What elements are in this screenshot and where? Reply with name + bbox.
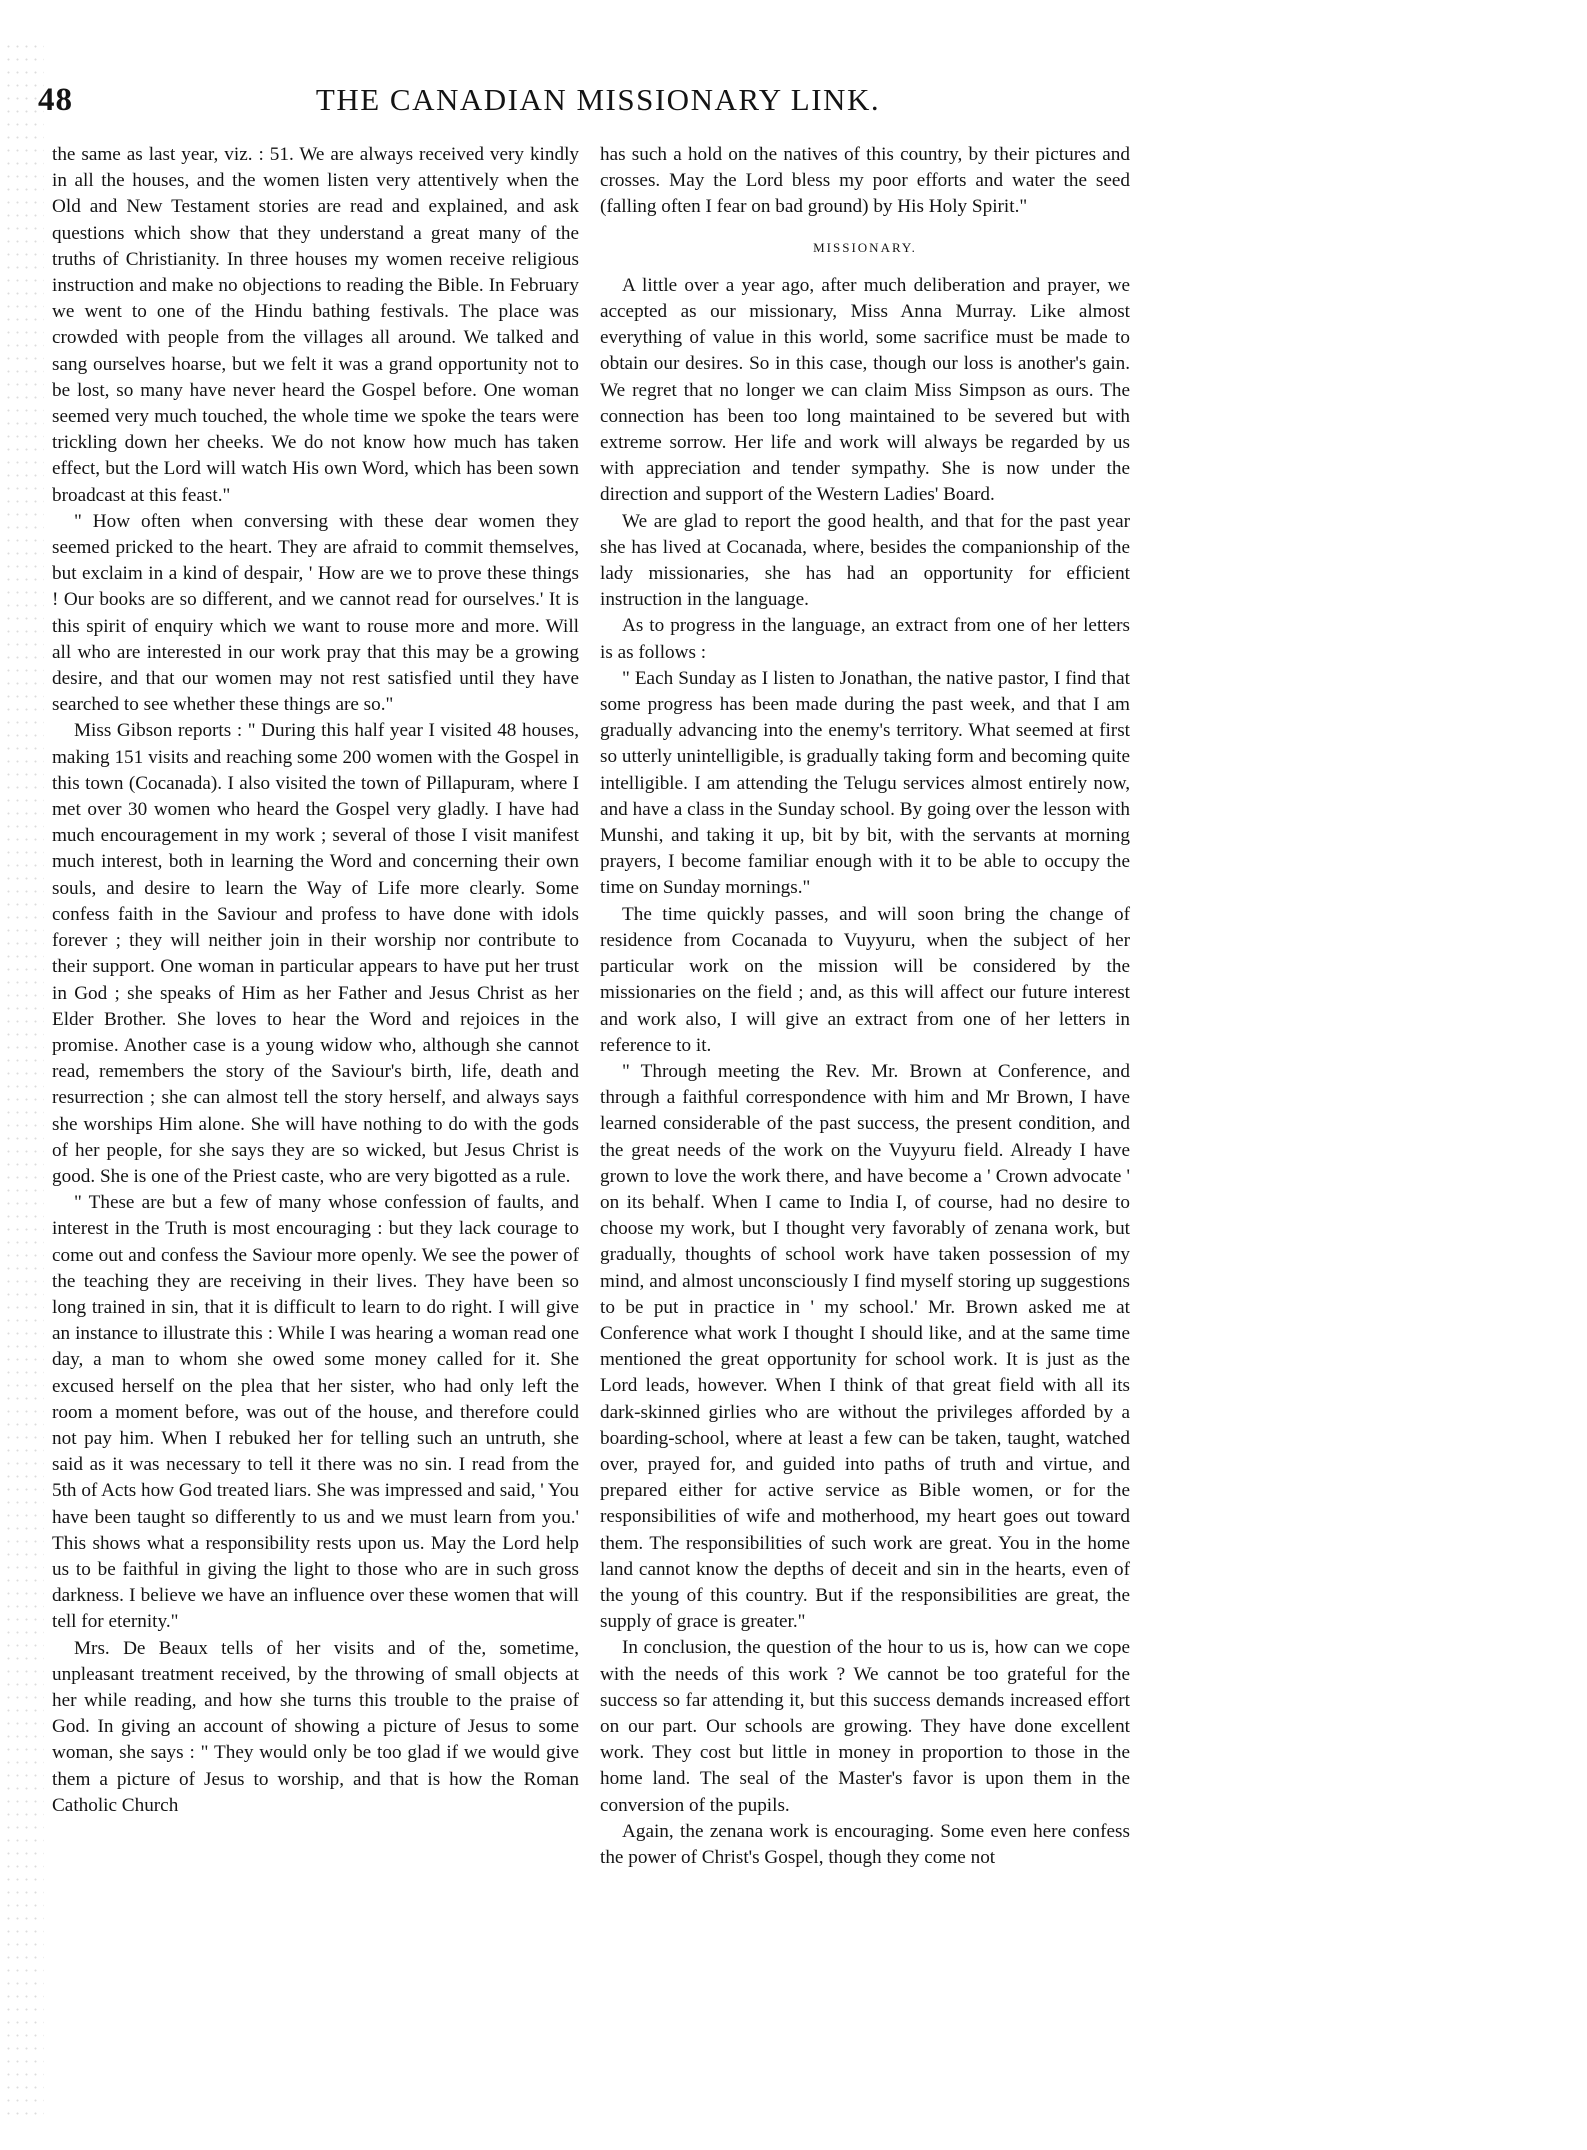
paragraph: In conclusion, the question of the hour to us is, how can we cope with the needs of this work ? We cannot be too grateful for the success so far attending it, but this success demands increased effort on our part. Our schools are growing. They have done excellent work. They cost but little in money in proportion to those in the home land. The seal of the Master's favor is upon them in the conversion of the pupils.	[600, 1637, 1130, 1816]
paragraph: " Each Sunday as I listen to Jonathan, the native pastor, I find that some progress has been made during the past week, and that I am gradually advancing into the enemy's territory. What seemed at first so utterly unintelligible, is gradually taking form and becoming quite intelligible. I am attending the Telugu services almost entirely now, and have a class in the Sunday school. By going over the lesson with Munshi, and taking it up, bit by bit, with the servants at morning prayers, I become familiar enough with it to be able to occupy the time on Sunday mornings."	[600, 667, 1130, 899]
paragraph: Miss Gibson reports : " During this half year I visited 48 houses, making 151 visits and reaching some 200 women with the Gospel in this town (Cocanada). I also visited the town of Pillapuram, where I met over 30 women who heard the Gospel very gladly. I have had much encouragement in my work ; several of those I visit manifest much interest, both in learning the Word and concerning their own souls, and desire to learn the Way of Life more clearly. Some confess faith in the Saviour and profess to have done with idols forever ; they will neither join in their worship nor contribute to their support. One woman in particular appears to have put her trust in God ; she speaks of Him as her Father and Jesus Christ as her Elder Brother. She loves to hear the Word and rejoices in the promise. Another case is a young widow who, although she cannot read, remembers the story of the Saviour's birth, life, death and resurrection ; she can almost tell the story herself, and always says she worships Him alone. She will have nothing to do with the gods of her people, for she says they are so wicked, but Jesus Christ is good. She is one of the Priest caste, who are very bigotted as a rule.	[52, 720, 579, 1187]
paragraph: " These are but a few of many whose confession of faults, and interest in the Truth is most encouraging : but they lack courage to come out and confess the Saviour more openly. We see the power of the teaching they are receiving in their lives. They have been so long trained in sin, that it is difficult to learn to do right. I will give an instance to illustrate this : While I was hearing a woman read one day, a man to whom she owed some money called for it. She excused herself on the plea that her sister, who had only left the room a moment before, was out of the house, and therefore could not pay him. When I rebuked her for telling such an untruth, she said as it was necessary to tell it there was no sin. I read from the 5th of Acts how God treated liars. She was impressed and said, ' You have been taught so differently to us and we must learn from you.' This shows what a responsibility rests upon us. May the Lord help us to be faithful in giving the light to those who are in such gross darkness. I believe we have an influence over these women that will tell for eternity."	[52, 1192, 579, 1633]
paragraph: As to progress in the language, an extract from one of her letters is as follows :	[600, 615, 1130, 663]
paragraph: The time quickly passes, and will soon bring the change of residence from Cocanada to Vuyyuru, when the subject of her particular work on the mission will be considered by the missionaries on the field ; and, as this will affect our future interest and work also, I will give an extract from one of her letters in reference to it.	[600, 903, 1130, 1056]
page-header	[38, 78, 1158, 128]
page-number: 48	[38, 82, 73, 118]
right-column	[600, 142, 1130, 1871]
paragraph: Mrs. De Beaux tells of her visits and of the, sometime, unpleasant treatment received, by the throwing of small objects at her while reading, and how she turns this trouble to the praise of God. In giving an account of showing a picture of Jesus to some woman, she says : " They would only be too glad if we would give them a picture of Jesus to worship, and that is how the Roman Catholic Church	[52, 1637, 579, 1816]
paragraph: Again, the zenana work is encouraging. Some even here confess the power of Christ's Gospel, though they come not	[600, 1820, 1130, 1868]
paragraph: " How often when conversing with these dear women they seemed pricked to the heart. They are afraid to commit themselves, but exclaim in a kind of despair, ' How are we to prove these things ! Our books are so different, and we cannot read for ourselves.' It is this spirit of enquiry which we want to rouse more and more. Will all who are interested in our work pray that this may be a growing desire, and that our women may not rest satisfied until they have searched to see whether these things are so."	[52, 510, 579, 716]
paragraph: the same as last year, viz. : 51. We are always received very kindly in all the houses, and the women listen very attentively when the Old and New Testament stories are read and explained, and ask questions which show that they understand a great many of the truths of Christianity. In three houses my women receive religious instruction and make no objections to reading the Bible. In February we went to one of the Hindu bathing festivals. The place was crowded with people from the villages all around. We talked and sang ourselves hoarse, but we felt it was a grand opportunity not to be lost, so many have never heard the Gospel before. One woman seemed very much touched, the whole time we spoke the tears were trickling down her cheeks. We do not know how much has taken effect, but the Lord will watch His own Word, which has been sown broadcast at this feast."	[52, 144, 579, 506]
section-heading: MISSIONARY.	[813, 239, 917, 255]
paragraph: We are glad to report the good health, and that for the past year she has lived at Cocanada, where, besides the companionship of the lady missionaries, she has had an opportunity for efficient instruction in the language.	[600, 510, 1130, 611]
left-column	[52, 142, 579, 1819]
paragraph: " Through meeting the Rev. Mr. Brown at Conference, and through a faithful correspondence with him and Mr Brown, I have learned considerable of the past success, the present condition, and the great needs of the work on the Vuyyuru field. Already I have grown to love the work there, and have become a ' Crown advocate ' on its behalf. When I came to India I, of course, had no desire to choose my work, but I thought very favorably of zenana work, but gradually, thoughts of school work have taken possession of my mind, and almost unconsciously I find myself storing up suggestions to be put in practice in ' my school.' Mr. Brown asked me at Conference what work I thought I should like, and at the same time mentioned the great opportunity for school work. It is just as the Lord leads, however. When I think of that great field with all its dark-skinned girlies who are without the privileges afforded by a boarding-school, where at least a few can be taken, taught, watched over, prayed for, and guided into paths of truth and virtue, and prepared either for active service as Bible women, or for the responsibilities of wife and motherhood, my heart goes out toward them. The responsibilities of such work are great. You in the home land cannot know the depths of deceit and sin in the hearts, even of the young of this country. But if the responsibilities are great, the supply of grace is greater."	[600, 1060, 1130, 1633]
scan-noise-margin	[4, 40, 44, 2120]
paragraph: has such a hold on the natives of this country, by their pictures and crosses. May the Lord bless my poor efforts and water the seed (falling often I fear on bad ground) by His Holy Spirit."	[600, 144, 1130, 218]
paragraph: A little over a year ago, after much deliberation and prayer, we accepted as our missionary, Miss Anna Murray. Like almost everything of value in this world, some sacrifice must be made to obtain our desires. So in this case, though our loss is another's gain. We regret that no longer we can claim Miss Simpson as ours. The connection has been too long maintained to be severed but with extreme sorrow. Her life and work will always be regarded by us with appreciation and tender sympathy. She is now under the direction and support of the Western Ladies' Board.	[600, 274, 1130, 506]
running-title: THE CANADIAN MISSIONARY LINK.	[315, 82, 881, 117]
